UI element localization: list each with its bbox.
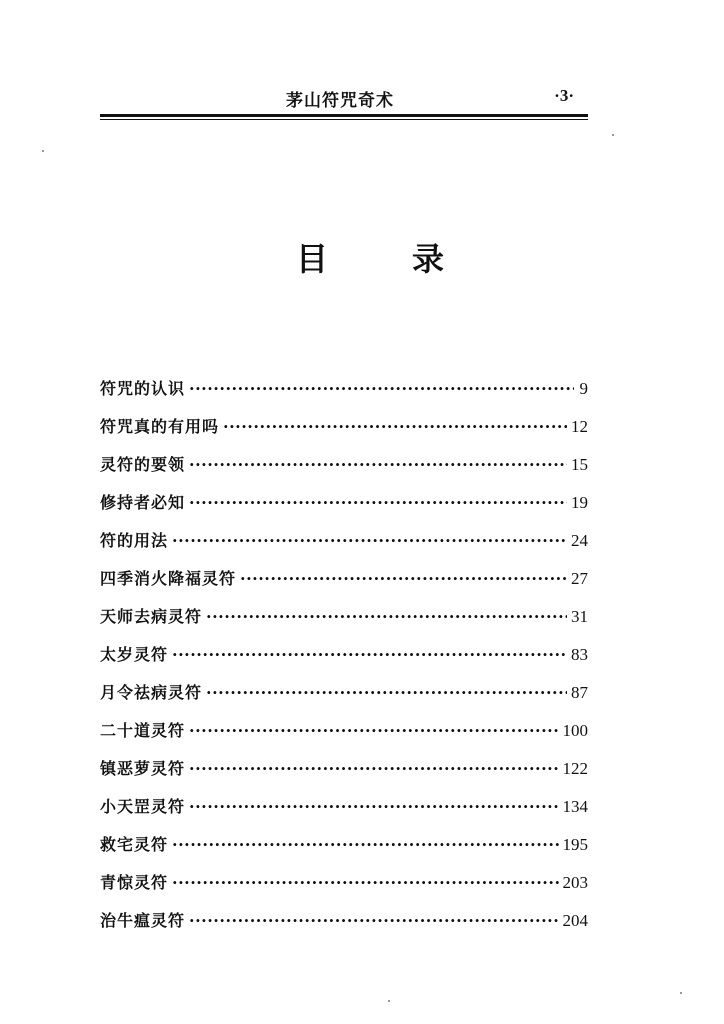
toc-leader-dots (172, 645, 567, 664)
toc-entry[interactable] (100, 718, 588, 756)
toc-entry-page: 9 (579, 379, 588, 398)
toc-entry-label: 符咒的认识 (100, 379, 186, 398)
toc-leader-dots (189, 721, 558, 740)
toc-entry-page: 134 (562, 797, 588, 816)
toc-entry-label: 修持者必知 (100, 493, 186, 512)
toc-entry-label: 符的用法 (100, 531, 169, 550)
toc-entry-label: 小天罡灵符 (100, 797, 186, 816)
toc-heading: 目 录 (296, 240, 471, 278)
toc-leader-dots (189, 797, 558, 816)
toc-leader-dots (189, 455, 567, 474)
toc-entry-page: 31 (571, 607, 588, 626)
toc-entry-label: 二十道灵符 (100, 721, 186, 740)
book-title: 茅山符咒奇术 (286, 91, 394, 111)
toc-leader-dots (189, 759, 558, 778)
toc-leader-dots (189, 379, 574, 398)
toc-entry[interactable] (100, 566, 588, 604)
toc-entry-page: 15 (571, 455, 588, 474)
toc-leader-dots (189, 493, 567, 512)
toc-entry-page: 87 (571, 683, 588, 702)
toc-entry[interactable] (100, 680, 588, 718)
toc-entry-label: 镇恶萝灵符 (100, 759, 186, 778)
toc-entry[interactable] (100, 452, 588, 490)
toc-leader-dots (172, 531, 567, 550)
toc-entry[interactable] (100, 604, 588, 642)
toc-leader-dots (189, 911, 558, 930)
table-of-contents (100, 376, 588, 946)
toc-entry-page: 12 (571, 417, 588, 436)
toc-entry[interactable] (100, 642, 588, 680)
toc-entry-page: 100 (562, 721, 588, 740)
toc-entry-label: 灵符的要领 (100, 455, 186, 474)
toc-entry-label: 四季消火降福灵符 (100, 569, 237, 588)
scan-speck (42, 150, 44, 152)
toc-entry-page: 83 (571, 645, 588, 664)
toc-entry-label: 符咒真的有用吗 (100, 417, 220, 436)
toc-entry[interactable] (100, 376, 588, 414)
toc-entry[interactable] (100, 528, 588, 566)
toc-entry[interactable] (100, 832, 588, 870)
toc-entry[interactable] (100, 908, 588, 946)
toc-leader-dots (172, 835, 558, 854)
toc-entry-label: 天师去病灵符 (100, 607, 203, 626)
toc-entry[interactable] (100, 414, 588, 452)
toc-entry[interactable] (100, 794, 588, 832)
header-rule-thick (100, 114, 588, 117)
toc-entry-page: 27 (571, 569, 588, 588)
toc-leader-dots (206, 683, 567, 702)
toc-entry-page: 24 (571, 531, 588, 550)
toc-entry[interactable] (100, 756, 588, 794)
toc-leader-dots (223, 417, 567, 436)
toc-entry-label: 太岁灵符 (100, 645, 169, 664)
toc-leader-dots (172, 873, 558, 892)
toc-entry-page: 203 (562, 873, 588, 892)
scan-speck (612, 134, 614, 136)
toc-entry[interactable] (100, 870, 588, 908)
toc-entry[interactable] (100, 490, 588, 528)
toc-entry-page: 195 (562, 835, 588, 854)
toc-entry-page: 19 (571, 493, 588, 512)
page-number: ·3· (554, 86, 574, 105)
toc-entry-label: 月令祛病灵符 (100, 683, 203, 702)
scan-speck (680, 992, 682, 994)
toc-entry-label: 青惊灵符 (100, 873, 169, 892)
toc-entry-label: 救宅灵符 (100, 835, 169, 854)
toc-leader-dots (206, 607, 567, 626)
toc-entry-page: 204 (562, 911, 588, 930)
header-rule-thin (100, 119, 588, 120)
toc-entry-page: 122 (562, 759, 588, 778)
running-header (100, 84, 588, 116)
toc-leader-dots (240, 569, 567, 588)
scan-speck (388, 1000, 390, 1002)
toc-entry-label: 治牛瘟灵符 (100, 911, 186, 930)
